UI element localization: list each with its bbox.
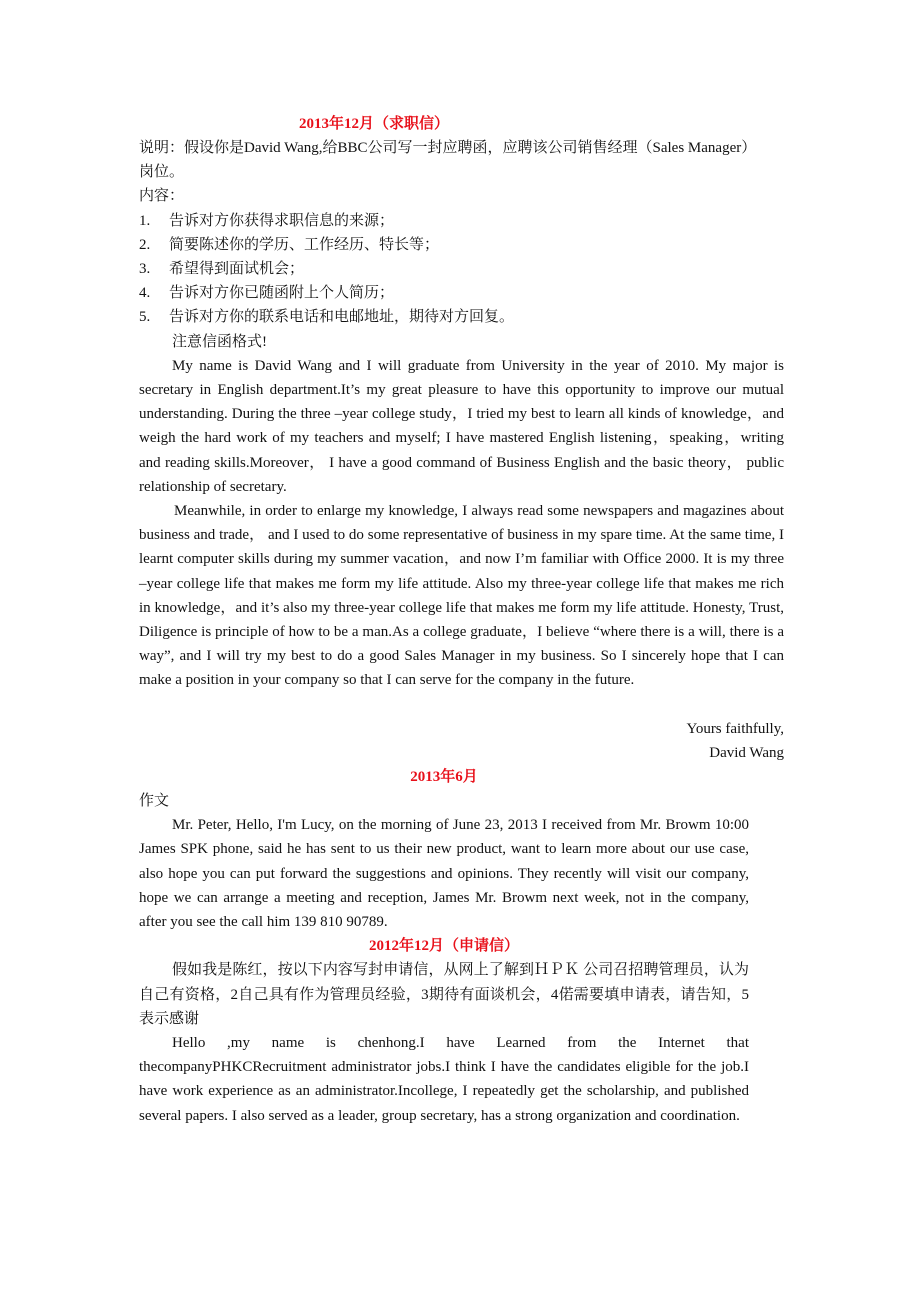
requirements-list [139, 209, 784, 330]
list-item [139, 209, 784, 233]
format-note: 注意信函格式! [172, 333, 267, 350]
list-number: 3. [139, 261, 151, 278]
section2-title: 2013年6月 [410, 769, 478, 786]
letter-paragraph-1: My name is David Wang and I will graduate from University in the year of 2010. My major is secretary in English department.It’s my great pleasure to have this opportunity to improve our mutual understanding. During the three –year college study，I tried my best to learn all kinds of knowledge，and weigh the hard work of my teachers and myself; I have mastered English listening，speaking，writing and reading skills.Moreover， I have a good command of Business English and the basic theory， public relationship of secretary. [139, 357, 784, 495]
list-number: 1. [139, 212, 151, 229]
section3-prompt: 假如我是陈红，按以下内容写封申请信，从网上了解到ＨＰＫ 公司召招聘管理员，认为自己有资格，2自己具有作为管理员经验，3期待有面谈机会，4偌需要填申请表，请告知，5表示感谢 [139, 962, 749, 1027]
list-text: 简要陈述你的学历、工作经历、特长等； [169, 236, 440, 253]
instruction-line1: 说明：假设你是David Wang,给BBC公司写一封应聘函，应聘该公司销售经理（Sales Manager） [139, 140, 757, 156]
section1-title: 2013年12月（求职信） [299, 116, 450, 132]
instruction-line2: 岗位。 [139, 164, 185, 181]
section3-title: 2012年12月（申请信） [368, 938, 519, 955]
list-item [139, 257, 784, 281]
list-item [139, 281, 784, 305]
list-item [139, 233, 784, 257]
list-number: 2. [139, 236, 151, 253]
list-item [139, 305, 784, 329]
content-label: 内容： [139, 188, 185, 205]
letter-closing: Yours faithfully, [686, 720, 784, 737]
list-text: 告诉对方你已随函附上个人简历； [169, 285, 395, 302]
list-number: 5. [139, 309, 151, 326]
section2-label: 作文 [139, 793, 170, 810]
list-number: 4. [139, 285, 151, 302]
list-text: 告诉对方你的联系电话和电邮地址，期待对方回复。 [169, 309, 515, 326]
list-text: 告诉对方你获得求职信息的来源； [169, 212, 395, 229]
list-text: 希望得到面试机会； [169, 261, 305, 278]
section3-paragraph: Hello ,my name is chenhong.I have Learned from the Internet that thecompanyPHKCRecruitment administrator jobs.I think I have the candidates eligible for the job.I have work experience as an administrator.Incollege, I repeatedly get the scholarship, and published several papers. I also served as a leader, group secretary, has a strong organization and coordination. [139, 1034, 749, 1124]
letter-signature: David Wang [709, 744, 784, 761]
section2-paragraph: Mr. Peter, Hello, I'm Lucy, on the morning of June 23, 2013 I received from Mr. Browm 10:00 James SPK phone, said he has sent to us their new product, want to learn more about our use case, also hope you can put forward the suggestions and opinions. They recently will visit our company, hope we can arrange a meeting and reception, James Mr. Browm next week, not in the company, after you see the call him 139 810 90789. [139, 817, 749, 931]
spacer [139, 693, 784, 717]
document-body [139, 112, 784, 1128]
letter-paragraph-2: Meanwhile, in order to enlarge my knowledge, I always read some newspapers and magazines about business and trade， and I used to do some representative of business in my spare time. At the same time, I learnt computer skills during my summer vacation，and now I’m familiar with Office 2000. It is my three –year college life that makes me form my life attitude. Also my three-year college life that makes me rich in knowledge，and it’s also my three-year college life that makes me form my life attitude. Honesty, Trust, Diligence is principle of how to be a man.As a college graduate，I believe “where there is a will, there is a way”, and I will try my best to do a good Sales Manager in my business. So I sincerely hope that I can make a position in your company so that I can serve for the company in the future. [139, 503, 784, 689]
